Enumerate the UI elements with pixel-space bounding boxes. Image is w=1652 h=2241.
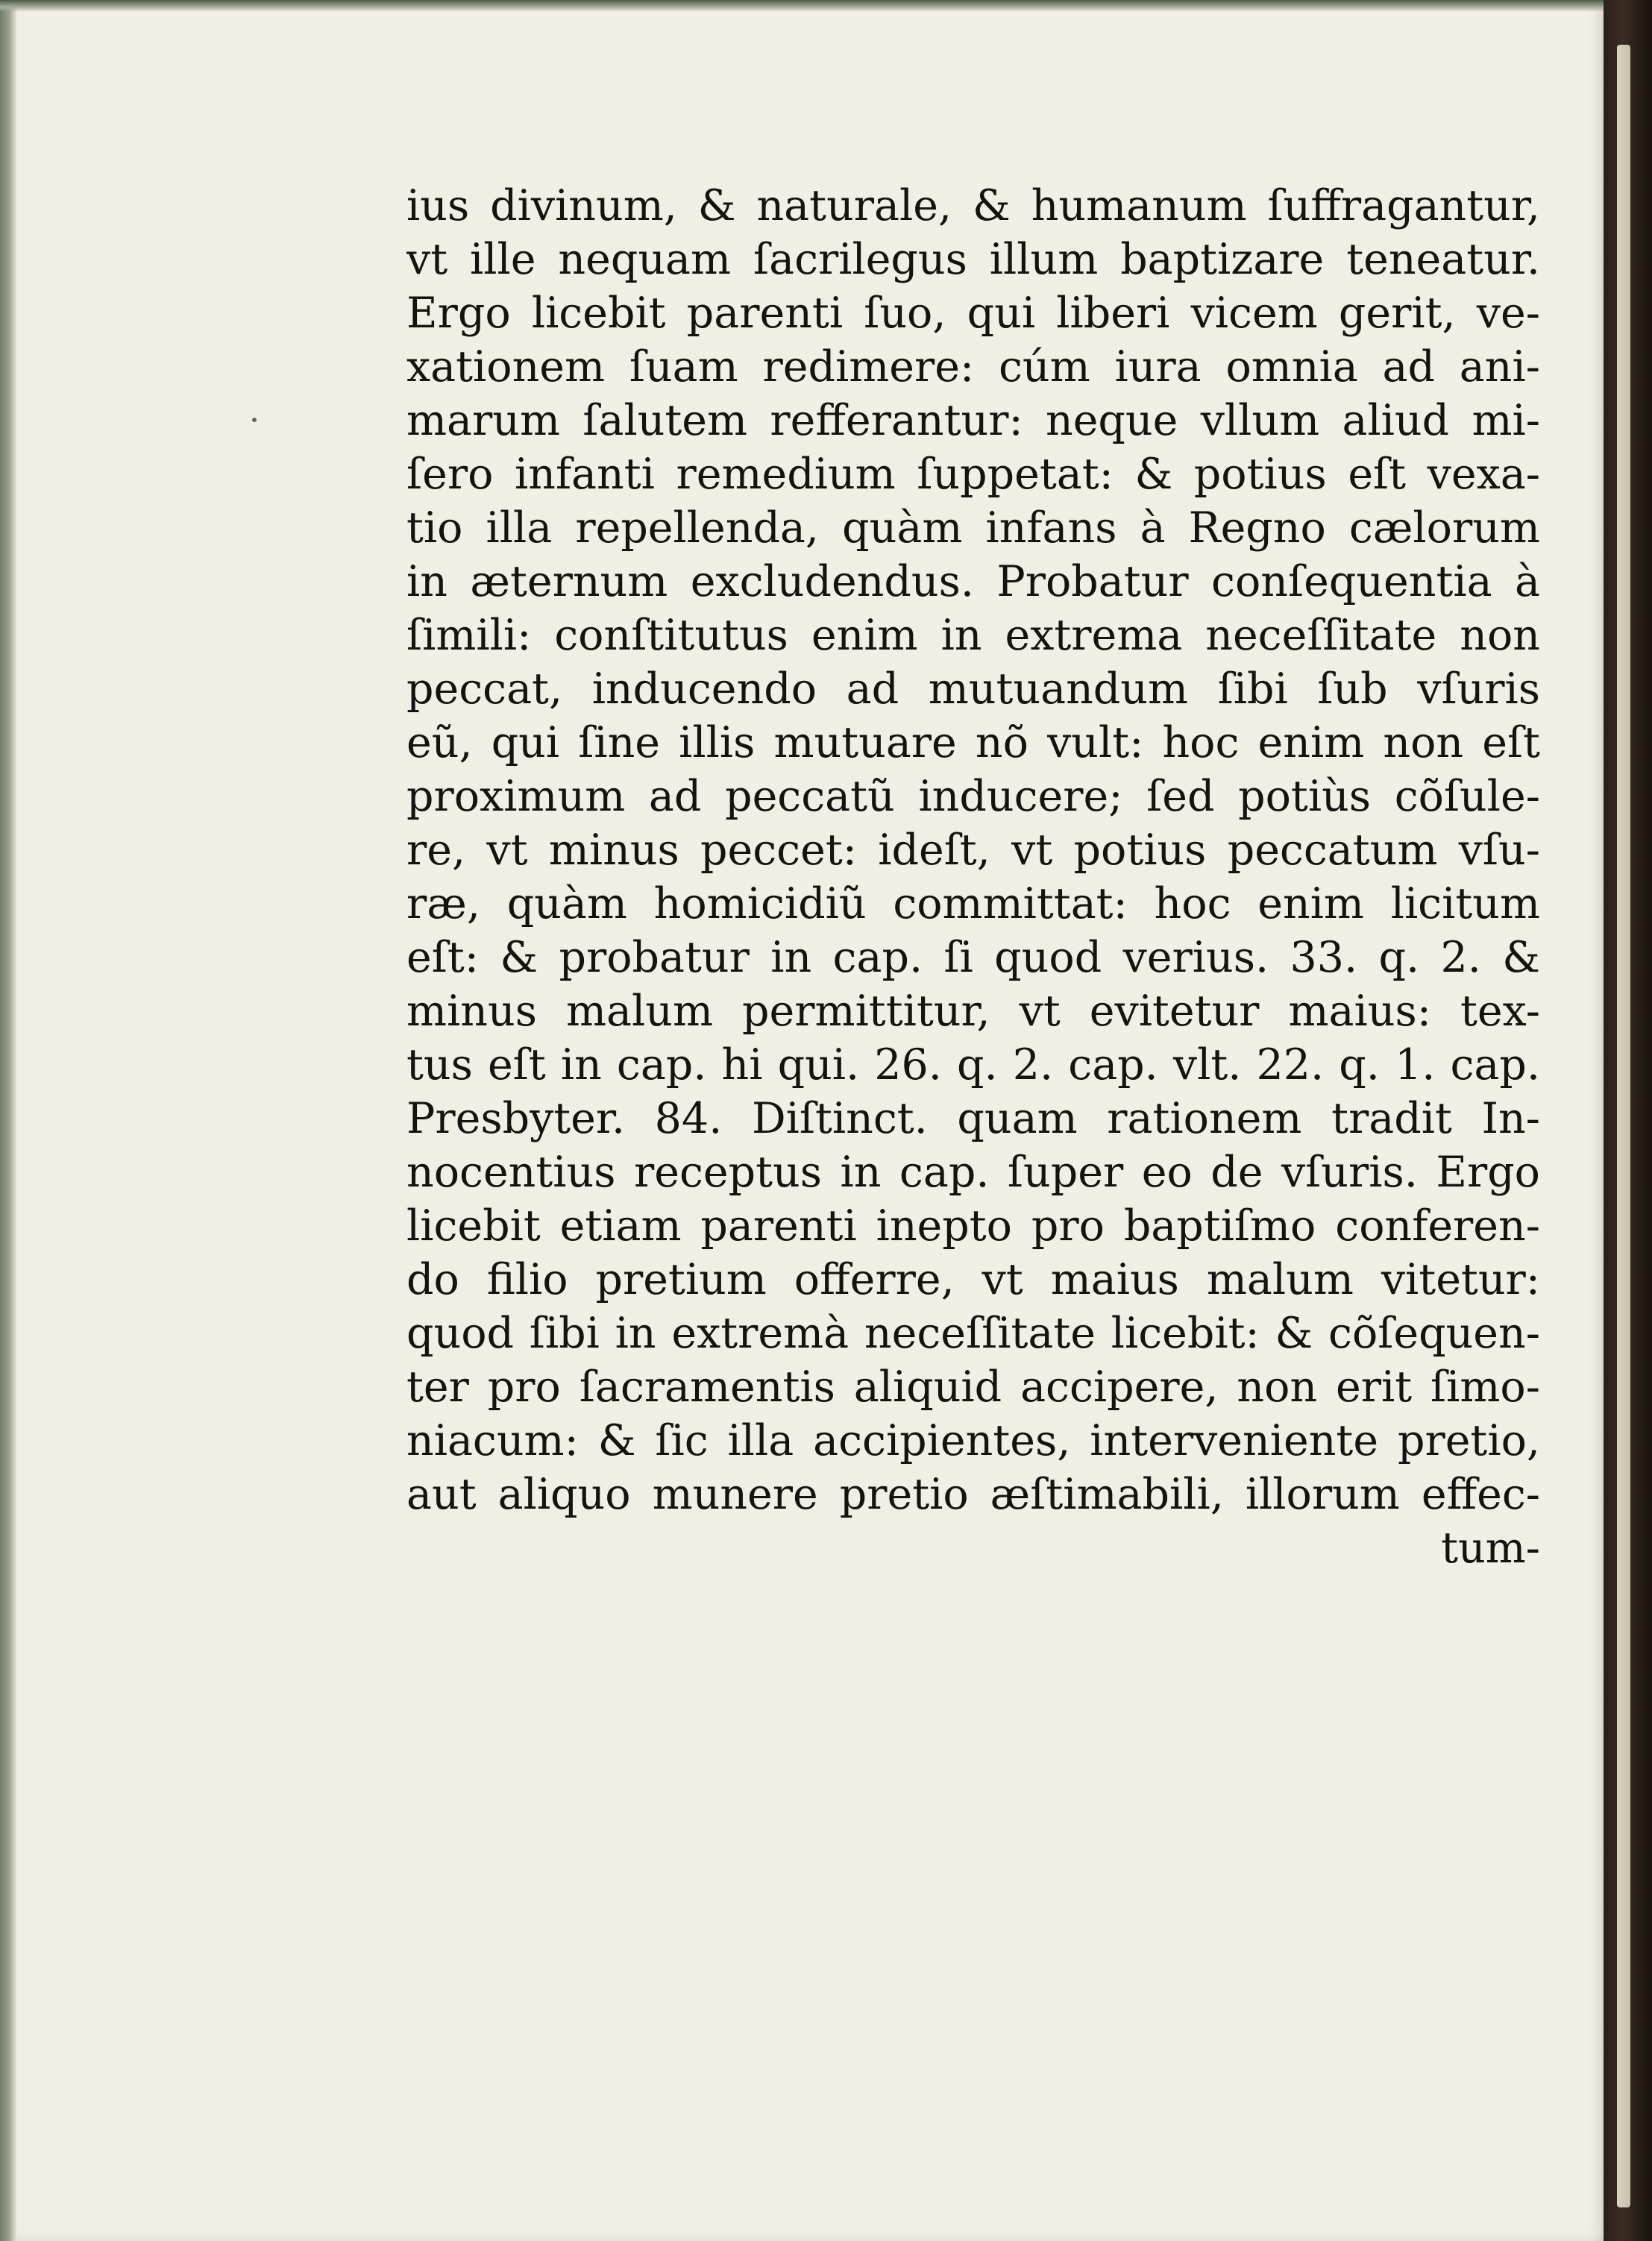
text-line: eſt: & probatur in cap. ſi quod verius. 33. q. 2. & [406,933,1540,982]
text-line: marum ſalutem refferantur: neque vllum aliud mi- [406,396,1540,445]
text-line: xationem ſuam redimere: cúm iura omnia ad ani- [406,342,1540,392]
text-line: ſimili: conſtitutus enim in extrema neceſſitate non [406,611,1540,660]
text-line: niacum: & ſic illa accipientes, interveniente pretio, [406,1416,1540,1465]
text-line: re, vt minus peccet: ideſt, vt potius peccatum vſu- [406,826,1540,875]
text-line: ſero infanti remedium ſuppetat: & potius eſt vexa- [406,450,1540,499]
text-line: quod ſibi in extremà neceſſitate licebit: & cõſequen- [406,1309,1540,1358]
page-top-edge [0,0,1604,12]
text-line: Presbyter. 84. Diſtinct. quam rationem tradit In- [406,1094,1540,1143]
text-line: licebit etiam parenti inepto pro baptiſmo conferen- [406,1201,1540,1251]
text-line: Ergo licebit parenti ſuo, qui liberi vicem gerit, ve- [406,289,1540,338]
text-line: tio illa repellenda, quàm infans à Regno cælorum [406,503,1540,553]
text-line: ter pro ſacramentis aliquid accipere, non erit ſimo- [406,1362,1540,1412]
text-line: aut aliquo munere pretio æſtimabili, illorum effec- [406,1470,1540,1519]
text-line: eũ, qui ſine illis mutuare nõ vult: hoc enim non eſt [406,718,1540,767]
text-line: ræ, quàm homicidiũ committat: hoc enim licitum [406,879,1540,928]
text-line: proximum ad peccatũ inducere; ſed potiùs cõſule- [406,772,1540,821]
text-line: peccat, inducendo ad mutuandum ſibi ſub vſuris [406,664,1540,714]
text-line: vt ille nequam ſacrilegus illum baptizare teneatur. [406,235,1540,284]
cover-board-edge [0,0,16,2241]
next-page-edge [1617,45,1630,2207]
text-line: ius divinum, & naturale, & humanum ſuffragantur, [406,181,1540,230]
text-line: in æternum excludendus. Probatur conſequentia à [406,557,1540,606]
text-line: tus eſt in cap. hi qui. 26. q. 2. cap. vlt. 22. q. 1. cap. [406,1040,1540,1090]
text-line: do filio pretium offerre, vt maius malum vitetur: [406,1255,1540,1304]
text-line: minus malum permittitur, vt evitetur maius: tex- [406,987,1540,1036]
catchword: tum- [1441,1524,1540,1573]
text-line: nocentius receptus in cap. ſuper eo de vſuris. Ergo [406,1148,1540,1197]
margin-mark [252,418,257,422]
page-text-block [406,179,1540,1575]
